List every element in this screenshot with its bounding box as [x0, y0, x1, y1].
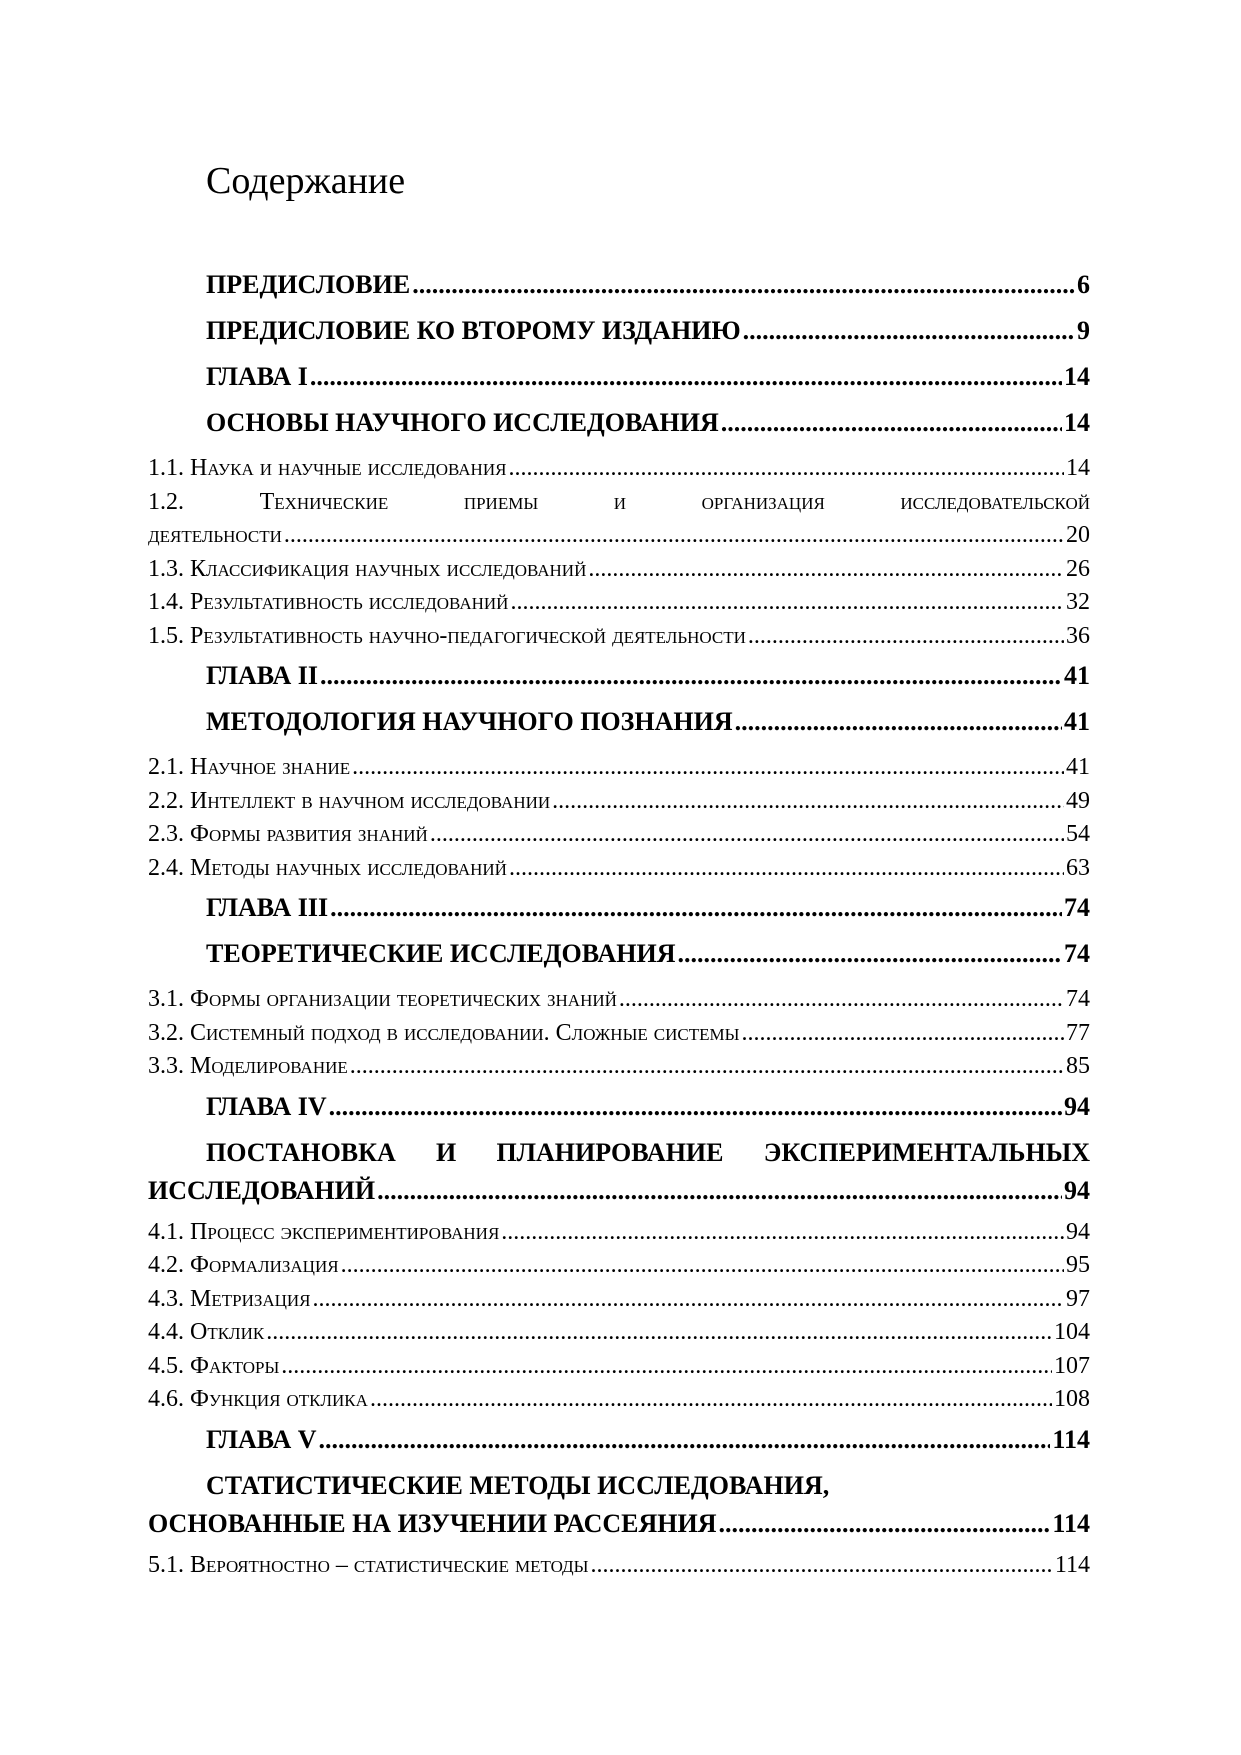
toc-entry-label: ГЛАВА IV [206, 1091, 327, 1121]
leader-dots [509, 852, 1064, 886]
leader-dots [320, 653, 1062, 699]
leader-dots [552, 785, 1064, 819]
leader-dots [501, 1216, 1064, 1250]
toc-entry-chapter-4-title[interactable] [148, 1134, 1090, 1210]
section-number: 1.5. [148, 622, 184, 649]
toc-entry-label: Методы научных исследований [190, 854, 507, 881]
toc-page-number: 49 [1066, 787, 1090, 814]
toc-page-number: 32 [1066, 589, 1090, 615]
toc-page-number: 74 [1064, 893, 1090, 922]
toc-entry-preface[interactable] [148, 262, 1090, 308]
leader-dots [721, 400, 1062, 446]
leader-dots [430, 818, 1064, 852]
toc-entry-section-5-1[interactable] [148, 1549, 1090, 1583]
leader-dots [510, 586, 1064, 620]
toc-entry-section-4-2[interactable] [148, 1249, 1090, 1283]
label-word: исследовательской [900, 488, 1090, 515]
toc-entry-label-line: СТАТИСТИЧЕСКИЕ МЕТОДЫ ИССЛЕДОВАНИЯ, [206, 1470, 830, 1500]
toc-entry-label: Формализация [190, 1252, 339, 1278]
toc-entry-section-1-5[interactable] [148, 620, 1090, 654]
toc-entry-chapter-5-title[interactable] [148, 1467, 1090, 1543]
toc-entry-chapter-1[interactable] [148, 354, 1090, 400]
toc-page-number: 94 [1064, 1175, 1090, 1205]
toc-page-number: 107 [1054, 1352, 1090, 1379]
toc-entry-label: Интеллект в научном исследовании [190, 787, 551, 814]
leader-dots [313, 1283, 1064, 1317]
label-word: ЭКСПЕРИМЕНТАЛЬНЫХ [763, 1137, 1090, 1167]
toc-entry-section-3-2[interactable] [148, 1017, 1090, 1051]
toc-page-number: 41 [1064, 707, 1090, 736]
toc-page-number: 95 [1066, 1252, 1090, 1278]
leader-dots [508, 452, 1064, 486]
section-number: 1.3. [148, 555, 184, 582]
toc-entry-chapter-5[interactable] [148, 1417, 1090, 1463]
toc-page-number: 36 [1066, 622, 1090, 649]
toc-entry-section-1-1[interactable] [148, 452, 1090, 486]
toc-entry-label-line [148, 1134, 1090, 1172]
section-number: 4.3. [148, 1285, 184, 1312]
toc-entry-preface-second-edition[interactable] [148, 308, 1090, 354]
toc-entry-section-1-4[interactable] [148, 586, 1090, 620]
toc-page-number: 41 [1064, 661, 1090, 690]
toc-page-number: 26 [1066, 555, 1090, 582]
toc-entry-label: Функция отклика [190, 1386, 368, 1412]
toc-entry-label-line [148, 486, 1090, 520]
leader-dots [319, 1417, 1051, 1463]
toc-entry-section-4-4[interactable] [148, 1316, 1090, 1350]
toc-entry-label: ПРЕДИСЛОВИЕ КО ВТОРОМУ ИЗДАНИЮ [206, 316, 741, 345]
toc-entry-section-3-3[interactable] [148, 1050, 1090, 1084]
toc-entry-label: Системный подход в исследовании. Сложные системы [190, 1019, 740, 1046]
toc-page-number: 20 [1066, 522, 1090, 548]
toc-page-number: 104 [1054, 1319, 1090, 1345]
toc-entry-label: ТЕОРЕТИЧЕСКИЕ ИССЛЕДОВАНИЯ [206, 939, 676, 968]
toc-entry-label: Результативность научно-педагогической деятельности [190, 622, 746, 649]
leader-dots [741, 1017, 1064, 1051]
toc-entry-chapter-3[interactable] [148, 885, 1090, 931]
toc-entry-chapter-2-title[interactable] [148, 699, 1090, 745]
section-number: 2.2. [148, 787, 184, 814]
leader-dots [619, 983, 1064, 1017]
toc-entry-chapter-3-title[interactable] [148, 931, 1090, 977]
leader-dots [284, 519, 1064, 553]
toc-entry-label: ГЛАВА II [206, 661, 318, 690]
toc-page-number: 108 [1054, 1386, 1090, 1412]
leader-dots [590, 1549, 1052, 1583]
section-number: 1.4. [148, 589, 184, 615]
toc-page-number: 97 [1066, 1285, 1090, 1312]
toc-entry-label: деятельности [148, 522, 282, 548]
toc-entry-label: ИССЛЕДОВАНИЙ [148, 1175, 376, 1205]
toc-entry-label: Результативность исследований [190, 589, 509, 615]
toc-entry-label: Классификация научных исследований [190, 555, 587, 582]
toc-entry-chapter-2[interactable] [148, 653, 1090, 699]
toc-entry-label: Научное знание [190, 754, 351, 780]
label-word: Технические [259, 488, 389, 515]
toc-page-number: 9 [1077, 316, 1090, 345]
toc-entry-chapter-4[interactable] [148, 1084, 1090, 1130]
leader-dots [743, 308, 1075, 354]
toc-entry-label: Процесс экспериментирования [190, 1218, 500, 1245]
section-number: 2.1. [148, 754, 184, 780]
toc-entry-section-2-2[interactable] [148, 785, 1090, 819]
toc-entry-section-1-2[interactable] [148, 486, 1090, 553]
leader-dots [377, 1172, 1062, 1210]
leader-dots [412, 262, 1075, 308]
toc-entry-section-4-5[interactable] [148, 1350, 1090, 1384]
leader-dots [266, 1316, 1052, 1350]
label-word: приемы [463, 488, 539, 515]
label-word: И [436, 1137, 457, 1167]
toc-entry-label: ОСНОВАННЫЕ НА ИЗУЧЕНИИ РАССЕЯНИЯ [148, 1508, 717, 1538]
toc-page-number: 14 [1066, 455, 1090, 481]
section-number: 3.3. [148, 1053, 184, 1079]
label-word: организация [701, 488, 825, 515]
leader-dots [310, 354, 1062, 400]
section-number: 3.1. [148, 986, 184, 1012]
section-number: 4.1. [148, 1218, 184, 1245]
toc-page-number: 77 [1066, 1019, 1090, 1046]
toc-entry-label: ОСНОВЫ НАУЧНОГО ИССЛЕДОВАНИЯ [206, 408, 719, 437]
toc-entry-label: Отклик [190, 1319, 265, 1345]
label-word: и [613, 488, 627, 515]
toc-entry-chapter-1-title[interactable] [148, 400, 1090, 446]
leader-dots [350, 1050, 1064, 1084]
toc-entry-section-2-3[interactable] [148, 818, 1090, 852]
toc-entry-label: ГЛАВА I [206, 362, 308, 391]
toc-page-number: 114 [1052, 1424, 1090, 1454]
toc-entry-label: ГЛАВА V [206, 1424, 317, 1454]
toc-page-number: 14 [1064, 408, 1090, 437]
toc-entry-label: Моделирование [190, 1053, 348, 1079]
toc-entry-label: ПРЕДИСЛОВИЕ [206, 270, 411, 299]
section-number: 5.1. [148, 1551, 184, 1578]
toc-page-number: 114 [1052, 1508, 1090, 1538]
toc-page-number: 94 [1064, 1091, 1090, 1121]
leader-dots [588, 553, 1064, 587]
toc-entry-label: Формы организации теоретических знаний [190, 986, 617, 1012]
toc-page-number: 74 [1066, 986, 1090, 1012]
toc-page-number: 85 [1066, 1053, 1090, 1079]
leader-dots [352, 751, 1064, 785]
toc-entry-section-4-3[interactable] [148, 1283, 1090, 1317]
toc-page-number: 54 [1066, 821, 1090, 847]
toc-page-number: 41 [1066, 754, 1090, 780]
leader-dots [748, 620, 1064, 654]
toc-entry-label: Метризация [190, 1285, 311, 1312]
section-number: 3.2. [148, 1019, 184, 1046]
page-title: Содержание [206, 160, 406, 202]
section-number: 2.3. [148, 821, 184, 847]
toc-entry-section-2-1[interactable] [148, 751, 1090, 785]
section-number: 1.1. [148, 455, 184, 481]
label-word: ПЛАНИРОВАНИЕ [496, 1137, 724, 1167]
section-number: 4.4. [148, 1319, 184, 1345]
toc-page-number: 94 [1066, 1218, 1090, 1245]
toc-entry-section-4-6[interactable] [148, 1383, 1090, 1417]
leader-dots [735, 699, 1062, 745]
toc-entry-label: ГЛАВА III [206, 893, 329, 922]
toc-entry-label: Вероятностно – статистические методы [190, 1551, 589, 1578]
section-number: 4.2. [148, 1252, 184, 1278]
toc-page-number: 14 [1064, 362, 1090, 391]
toc-entry-label: Формы развития знаний [190, 821, 428, 847]
toc-entry-label: Наука и научные исследования [190, 455, 507, 481]
toc-entry-section-3-1[interactable] [148, 983, 1090, 1017]
toc-page-number: 114 [1054, 1551, 1090, 1578]
toc-entry-section-2-4[interactable] [148, 852, 1090, 886]
toc-entry-label: МЕТОДОЛОГИЯ НАУЧНОГО ПОЗНАНИЯ [206, 707, 733, 736]
leader-dots [281, 1350, 1052, 1384]
label-word: ПОСТАНОВКА [206, 1137, 396, 1167]
leader-dots [718, 1505, 1050, 1543]
section-number: 4.6. [148, 1386, 184, 1412]
leader-dots [329, 1084, 1062, 1130]
leader-dots [370, 1383, 1052, 1417]
toc-page-number: 74 [1064, 939, 1090, 968]
section-number: 1.2. [148, 488, 184, 515]
toc-page-number: 6 [1077, 270, 1090, 299]
leader-dots [341, 1249, 1064, 1283]
table-of-contents [148, 262, 1090, 1582]
toc-entry-label: Факторы [190, 1352, 280, 1379]
section-number: 4.5. [148, 1352, 184, 1379]
toc-entry-section-4-1[interactable] [148, 1216, 1090, 1250]
toc-entry-section-1-3[interactable] [148, 553, 1090, 587]
leader-dots [677, 931, 1062, 977]
section-number: 2.4. [148, 854, 184, 881]
leader-dots [330, 885, 1062, 931]
toc-page-number: 63 [1066, 854, 1090, 881]
